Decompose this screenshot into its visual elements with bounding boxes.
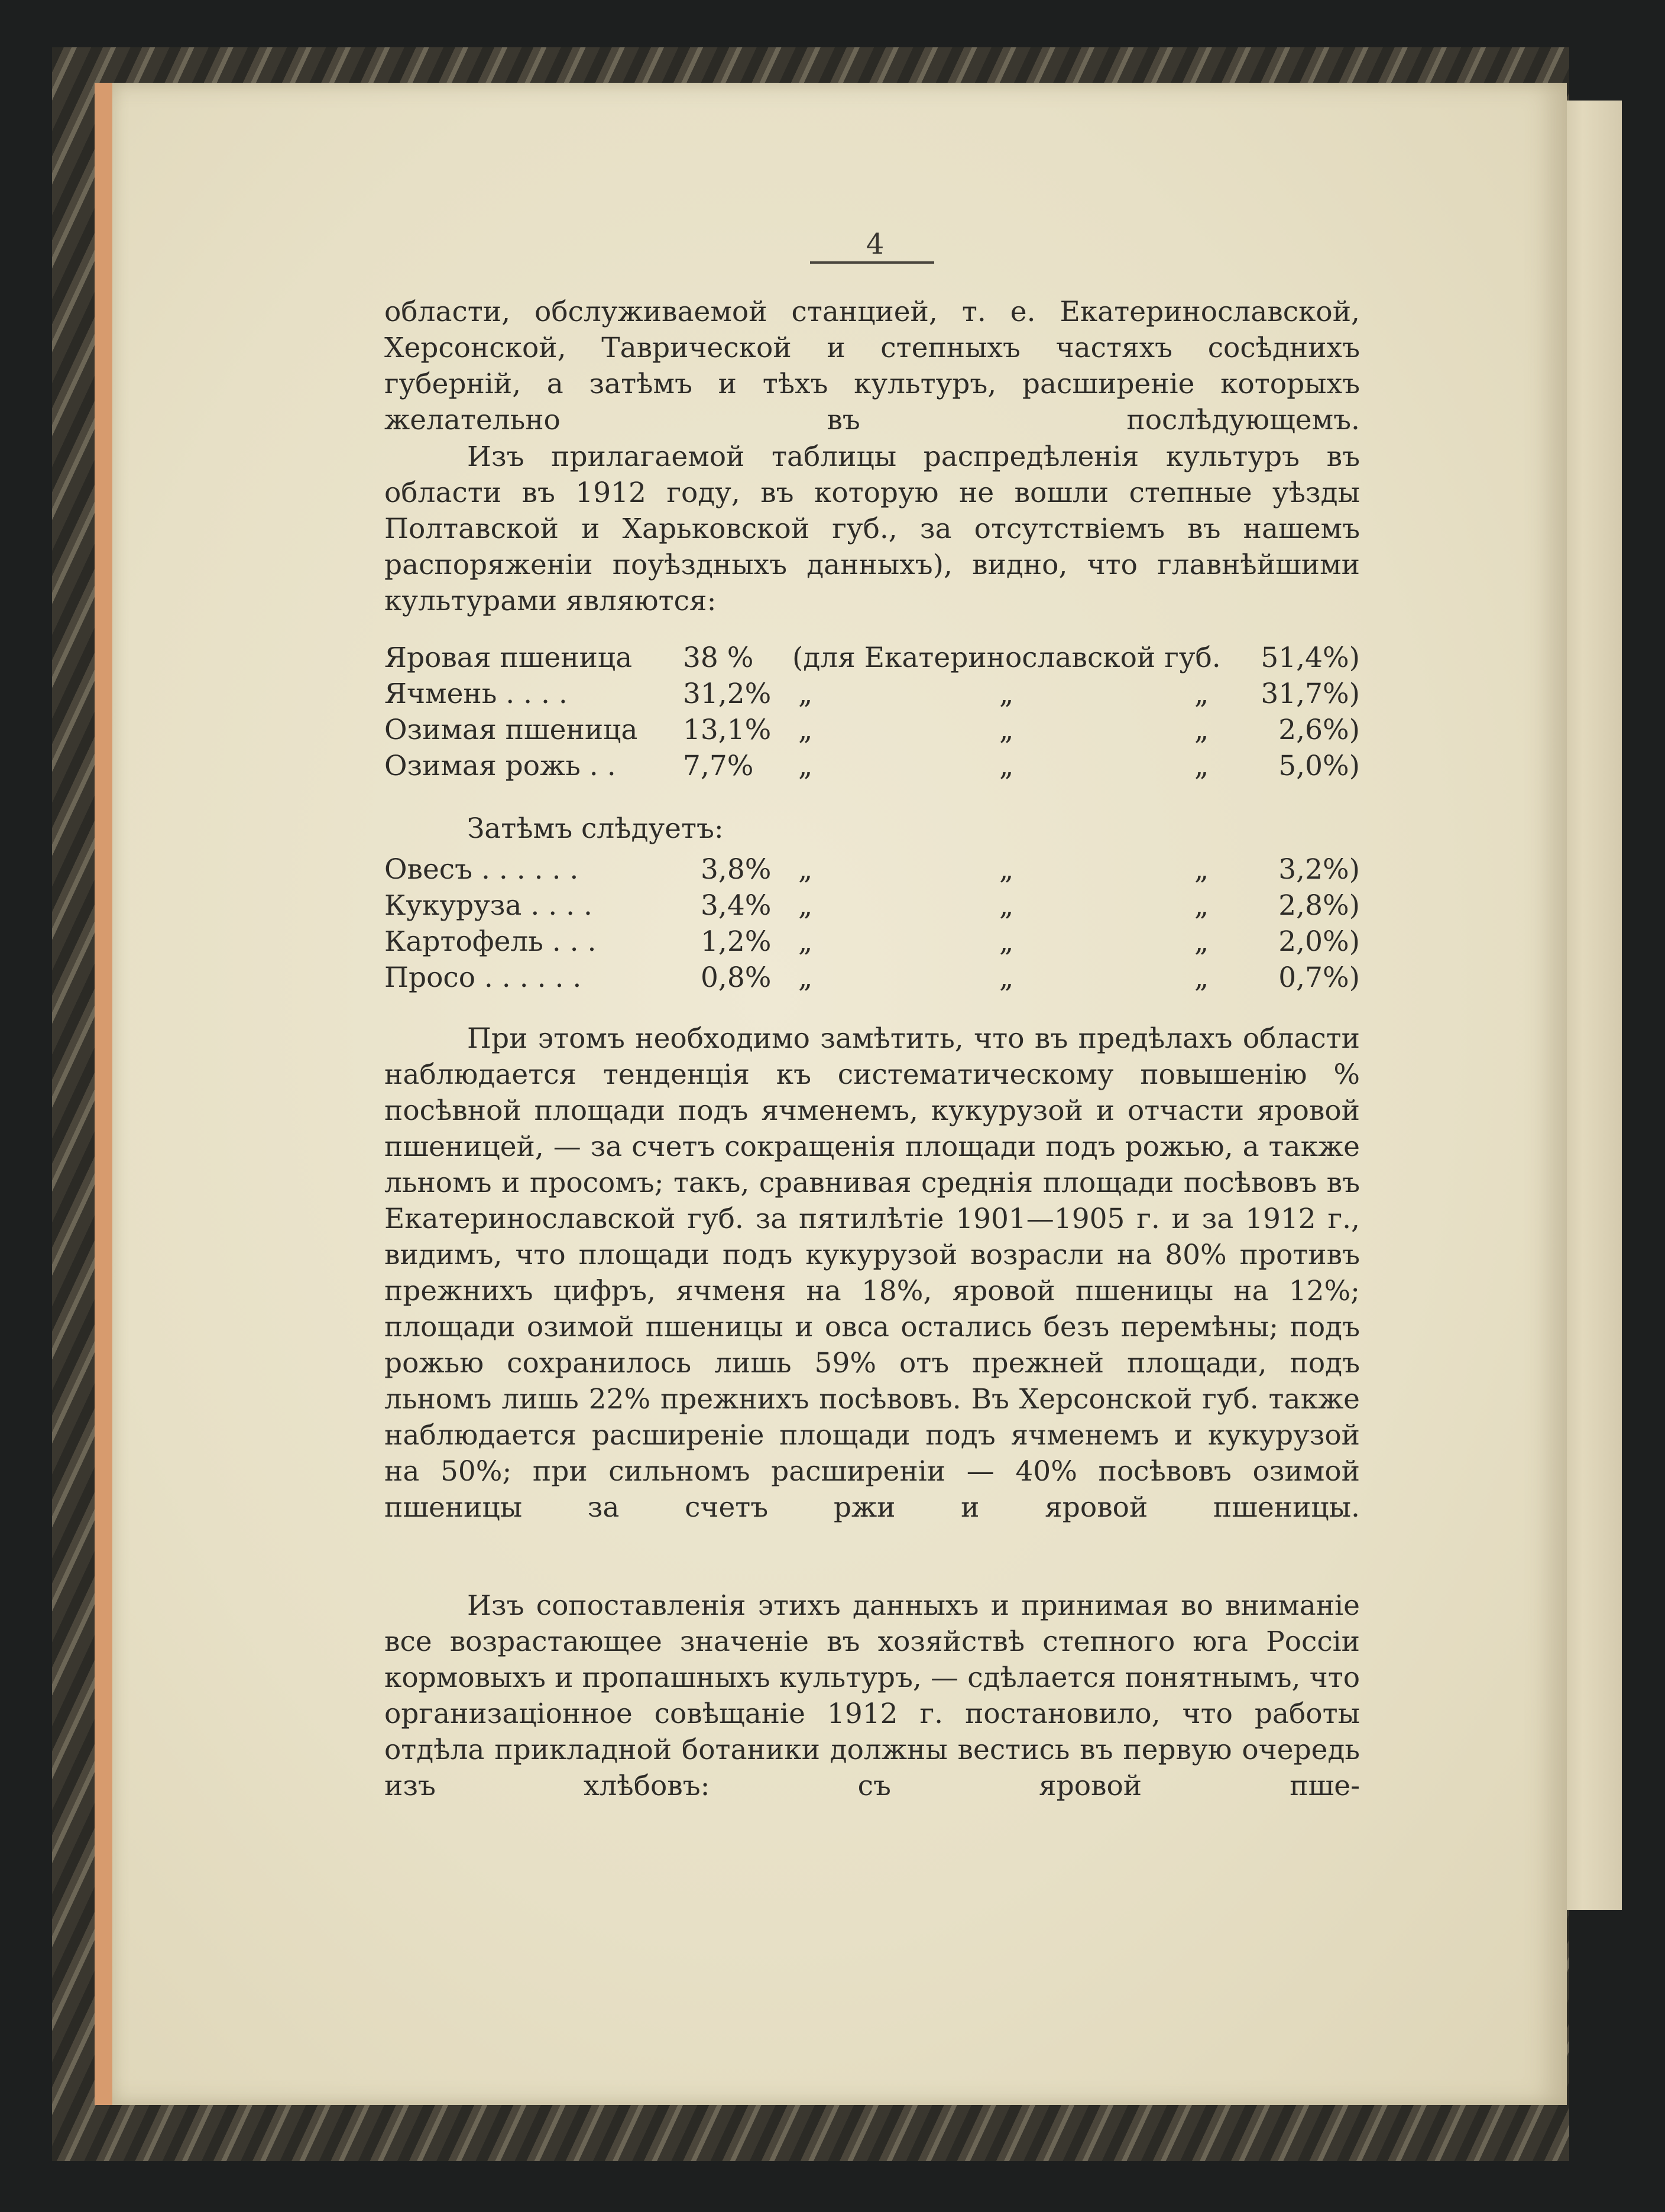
paragraph-4: Изъ сопоставленія этихъ данныхъ и принимая во вниманіе все возрастающее значеніе въ хозяйствѣ степного юга Россіи кормовыхъ и пропашныхъ культуръ, — сдѣлается понятнымъ, что организаціонное совѣщаніе 1912 г. постановило, что работы отдѣла прикладной ботаники должны вестись въ первую очередь изъ хлѣбовъ: съ яровой пше- [384,1589,1360,1802]
crop-share: 13,1% [683,714,772,746]
ekat-share: 31,7%) [1261,678,1360,710]
ditto-mark: „ [1194,961,1209,994]
table-row [384,961,1360,997]
table-note: (для Екатеринославской губ. [792,642,1221,674]
crop-table-main [384,642,1360,786]
ditto-mark: „ [999,750,1014,782]
ditto-mark: „ [1194,714,1209,746]
ditto-mark: „ [1194,678,1209,710]
crop-name: Овесъ . . . . . . [384,853,579,886]
header-rule [810,261,934,264]
table-row [384,642,1360,678]
ditto-mark: „ [999,853,1014,886]
paragraph-1: области, обслуживаемой станцией, т. е. Екатеринославской, Херсонской, Таврической и степныхъ частяхъ сосѣднихъ губерній, а затѣмъ и тѣхъ культуръ, расширеніе которыхъ желательно въ послѣдующемъ. [384,296,1360,436]
ditto-mark: „ [798,853,813,886]
crop-name: Яровая пшеница [384,642,633,674]
ekat-share: 2,6%) [1278,714,1360,746]
ditto-mark: „ [798,889,813,922]
crop-share: 3,8% [701,853,772,886]
ditto-mark: „ [798,714,813,746]
paragraph-3: При этомъ необходимо замѣтить, что въ предѣлахъ области наблюдается тенденція къ систематическому повышенію % посѣвной площади подъ ячменемъ, кукурузой и отчасти яровой пшеницей, — за счетъ сокращенія площади подъ рожью, а также льномъ и просомъ; такъ, сравнивая среднія площади посѣвовъ въ Екатеринославской губ. за пятилѣтіе 1901—1905 г. и за 1912 г., видимъ, что площади подъ кукурузой возрасли на 80% противъ прежнихъ цифръ, ячменя на 18%, яровой пшеницы на 12%; площади озимой пшеницы и овса остались безъ перемѣны; подъ рожью сохранилось лишь 59% отъ прежней площади, подъ льномъ лишь 22% прежнихъ посѣвовъ. Въ Херсонской губ. также наблюдается расширеніе площади подъ ячменемъ и кукурузой на 50%; при сильномъ расширеніи — 40% посѣвовъ озимой пшеницы за счетъ ржи и яровой пшеницы. [384,1022,1360,1524]
binding-edge [95,83,114,2105]
table-row [384,853,1360,889]
table-row [384,678,1360,714]
ekat-share: 2,0%) [1278,925,1360,958]
crop-name: Просо . . . . . . [384,961,582,994]
ekat-share: 5,0%) [1278,750,1360,782]
then-label: Затѣмъ слѣдуетъ: [467,812,724,845]
ekat-share: 3,2%) [1278,853,1360,886]
ditto-mark: „ [1194,853,1209,886]
paragraph-2: Изъ прилагаемой таблицы распредѣленія культуръ въ области въ 1912 году, въ которую не вошли степные уѣзды Полтавской и Харьковской губ., за отсутствіемъ въ нашемъ распоряженіи поуѣздныхъ данныхъ), видно, что главнѣйшими культурами являются: [384,441,1360,617]
ditto-mark: „ [798,925,813,958]
ditto-mark: „ [798,961,813,994]
table-row [384,714,1360,750]
table-row [384,925,1360,961]
ditto-mark: „ [999,925,1014,958]
table-row [384,889,1360,925]
crop-share: 38 % [683,642,754,674]
page-number: 4 [866,228,885,261]
ditto-mark: „ [1194,889,1209,922]
ditto-mark: „ [999,678,1014,710]
ekat-share: 51,4%) [1261,642,1360,674]
crop-name: Озимая рожь . . [384,750,616,782]
crop-share: 31,2% [683,678,772,710]
table-row [384,750,1360,786]
ditto-mark: „ [798,750,813,782]
crop-name: Ячмень . . . . [384,678,568,710]
ditto-mark: „ [999,714,1014,746]
ditto-mark: „ [798,678,813,710]
crop-share: 0,8% [701,961,772,994]
crop-name: Картофель . . . [384,925,597,958]
crop-share: 3,4% [701,889,772,922]
ditto-mark: „ [1194,925,1209,958]
crop-share: 7,7% [683,750,754,782]
ditto-mark: „ [1194,750,1209,782]
crop-name: Кукуруза . . . . [384,889,592,922]
crop-share: 1,2% [701,925,772,958]
crop-table-secondary [384,853,1360,997]
ditto-mark: „ [999,889,1014,922]
crop-name: Озимая пшеница [384,714,638,746]
ekat-share: 2,8%) [1278,889,1360,922]
ekat-share: 0,7%) [1278,961,1360,994]
ditto-mark: „ [999,961,1014,994]
